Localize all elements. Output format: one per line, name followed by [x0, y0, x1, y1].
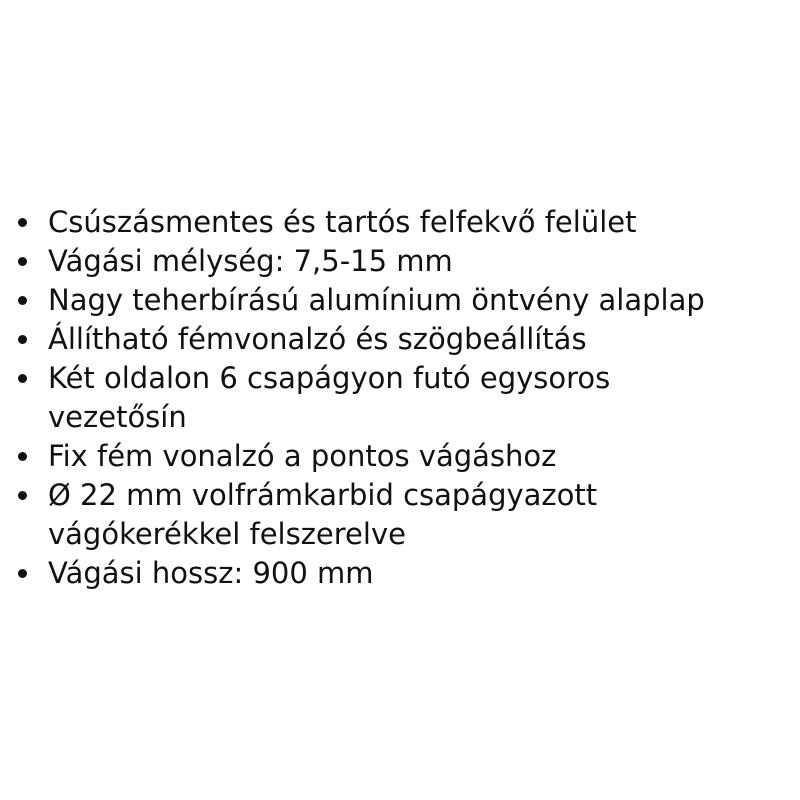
feature-text: Vágási hossz: 900 mm — [48, 556, 374, 590]
feature-text-continued: vágókerékkel felszerelve — [48, 517, 406, 551]
list-item — [14, 281, 794, 320]
list-item — [14, 554, 794, 593]
feature-text: Állítható fémvonalzó és szögbeállítás — [48, 322, 587, 356]
feature-text: Vágási mélység: 7,5-15 mm — [48, 244, 453, 278]
bullet-icon — [18, 257, 27, 266]
feature-text: Csúszásmentes és tartós felfekvő felület — [48, 205, 637, 239]
bullet-icon — [18, 218, 27, 227]
list-item — [14, 242, 794, 281]
bullet-icon — [18, 374, 27, 383]
feature-list — [14, 203, 794, 593]
bullet-icon — [18, 296, 27, 305]
feature-text: Ø 22 mm volfrámkarbid csapágyazott — [48, 478, 598, 512]
bullet-icon — [18, 335, 27, 344]
bullet-icon — [18, 491, 27, 500]
feature-text-continued: vezetősín — [48, 400, 187, 434]
bullet-icon — [18, 452, 27, 461]
feature-text: Két oldalon 6 csapágyon futó egysoros — [48, 361, 611, 395]
list-item — [14, 359, 794, 437]
bullet-icon — [18, 569, 27, 578]
list-item — [14, 476, 794, 554]
list-item — [14, 437, 794, 476]
feature-text: Nagy teherbírású alumínium öntvény alaplap — [48, 283, 705, 317]
list-item — [14, 320, 794, 359]
list-item — [14, 203, 794, 242]
feature-text: Fix fém vonalzó a pontos vágáshoz — [48, 439, 557, 473]
